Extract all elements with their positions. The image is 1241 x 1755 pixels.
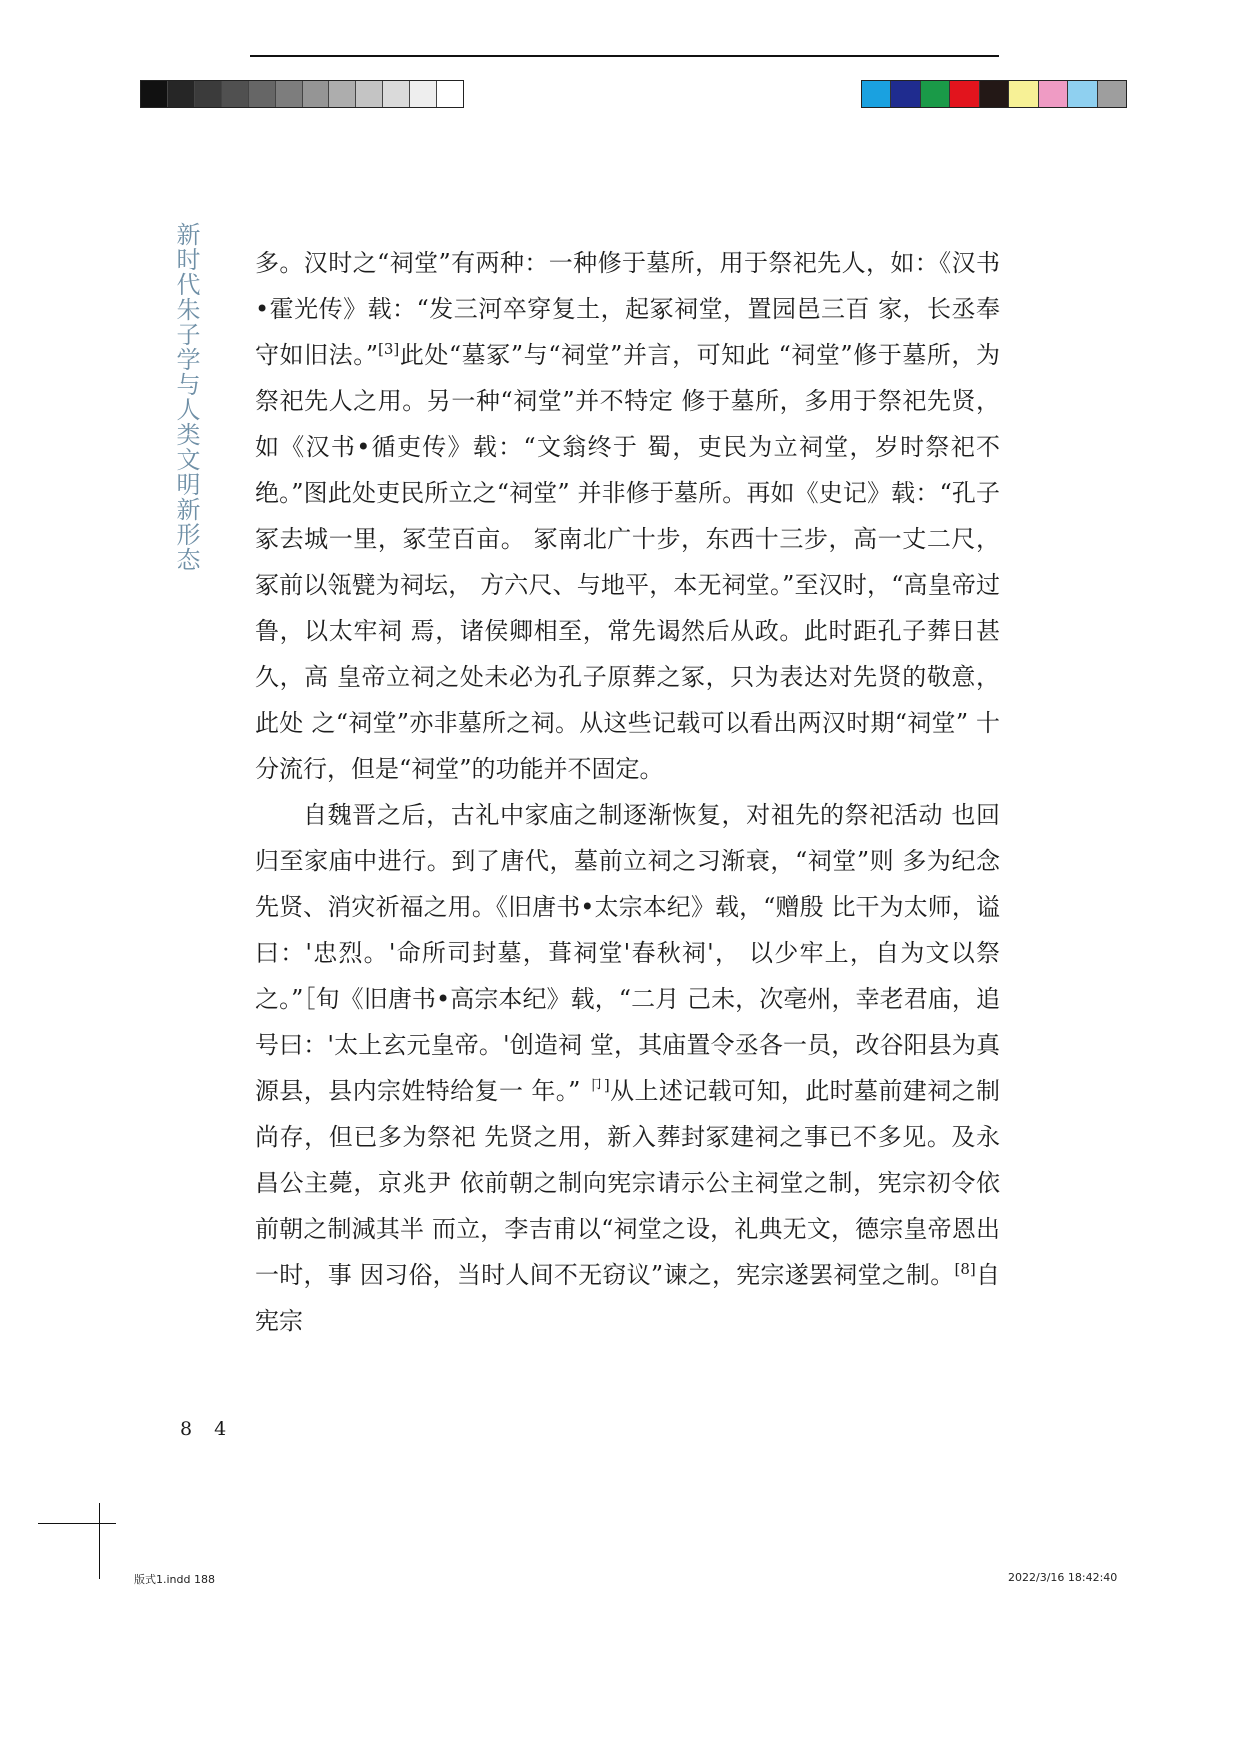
color-swatch-2: [890, 81, 919, 107]
color-swatch-1: [862, 81, 890, 107]
citation-3: [3]: [378, 340, 400, 358]
gray-swatch-3: [194, 81, 221, 107]
gray-swatch-5: [248, 81, 275, 107]
gray-swatch-11: [409, 81, 436, 107]
citation-7: 卩]: [588, 1076, 610, 1094]
paragraph-1-text-a: 多。汉时之“祠堂”有两种：一种修于墓所，用于祭祀先人，如：《汉书•霍光传》载：“发三河卒穿复土，起冢祠堂，置园邑三百 家，长丞奉守如旧法。”: [255, 249, 1000, 369]
gray-swatch-4: [221, 81, 248, 107]
gray-swatch-12: [436, 81, 463, 107]
gray-swatch-2: [167, 81, 194, 107]
running-title: 新时代朱子学与人类文明新形态: [172, 222, 200, 572]
body-text: [255, 240, 1000, 1344]
top-rule: [250, 55, 999, 57]
gray-swatch-10: [382, 81, 409, 107]
crop-mark-vertical: [99, 1503, 100, 1579]
paragraph-1-text-b: 此处“墓冢”与“祠堂”并言，可知此 “祠堂”修于墓所，为祭祀先人之用。另一种“祠堂”并不特定 修于墓所，多用于祭祀先贤，如《汉书•循吏传》载：“文翁终于 蜀，吏民为立祠堂，岁时祭祀不绝。”图此处吏民所立之“祠堂” 并非修于墓所。再如《史记》载：“孔子冢去城一里，冢茔百亩。 冢南北广十步，东西十三步，高一丈二尺，冢前以瓴甓为祠坛， 方六尺、与地平，本无祠堂。”至汉时，“高皇帝过鲁，以太牢祠 焉，诸侯卿相至，常先谒然后从政。此时距孔子葬日甚久，高 皇帝立祠之处未必为孔子原葬之冢，只为表达对先贤的敬意，此处 之“祠堂”亦非墓所之祠。从这些记载可以看出两汉时期“祠堂” 十分流行，但是“祠堂”的功能并不固定。: [255, 341, 1000, 783]
color-swatch-4: [949, 81, 978, 107]
footer-timestamp: 2022/3/16 18:42:40: [1008, 1571, 1118, 1584]
paragraph-2-text-a: 自魏晋之后，古礼中家庙之制逐渐恢复，对祖先的祭祀活动 也回归至家庙中进行。到了唐代，墓前立祠之习渐衰，“祠堂”则 多为纪念先贤、消灾祈福之用。《旧唐书•太宗本纪》载，“赠殷 比干为太师，谥曰：'忠烈。'命所司封墓，葺祠堂'春秋祠'， 以少牢上，自为文以祭之。”［旬《旧唐书•高宗本纪》载，“二月 己未，次亳州，幸老君庙，追号曰：'太上玄元皇帝。'创造祠 堂，其庙置令丞各一员，改谷阳县为真源县，县内宗姓特给复一 年。”: [255, 801, 1000, 1105]
footer-file-name: 版式1.indd 188: [134, 1573, 215, 1586]
gray-swatch-8: [328, 81, 355, 107]
crop-mark-horizontal: [38, 1523, 116, 1524]
color-swatch-3: [920, 81, 949, 107]
paragraph-2-text-c: 自宪宗: [255, 1261, 1001, 1335]
gray-swatch-6: [275, 81, 302, 107]
paragraph-2: [255, 792, 1000, 1344]
gray-swatch-7: [302, 81, 329, 107]
color-swatch-8: [1067, 81, 1096, 107]
color-swatch-9: [1097, 81, 1126, 107]
citation-8: [8]: [954, 1260, 976, 1278]
gray-swatch-1: [141, 81, 167, 107]
gray-swatch-9: [355, 81, 382, 107]
paragraph-1: [255, 240, 1000, 792]
page-number: 8 4: [180, 1418, 235, 1440]
paragraph-2-text-b: 从上述记载可知，此时墓前建祠之制尚存，但已多为祭祀 先贤之用，新入葬封冢建祠之事已不多见。及永昌公主薨，京兆尹 依前朝之制向宪宗请示公主祠堂之制，宪宗初令依前朝之制減其半 而立，李吉甫以“祠堂之设，礼典无文，德宗皇帝恩出一时，事 因习俗，当时人间不无窃议”谏之，宪宗遂罢祠堂之制。: [255, 1077, 1000, 1289]
grayscale-calibration-bar: [140, 80, 464, 108]
color-swatch-6: [1008, 81, 1037, 107]
color-swatch-7: [1038, 81, 1067, 107]
color-calibration-bar: [861, 80, 1127, 108]
color-swatch-5: [979, 81, 1008, 107]
